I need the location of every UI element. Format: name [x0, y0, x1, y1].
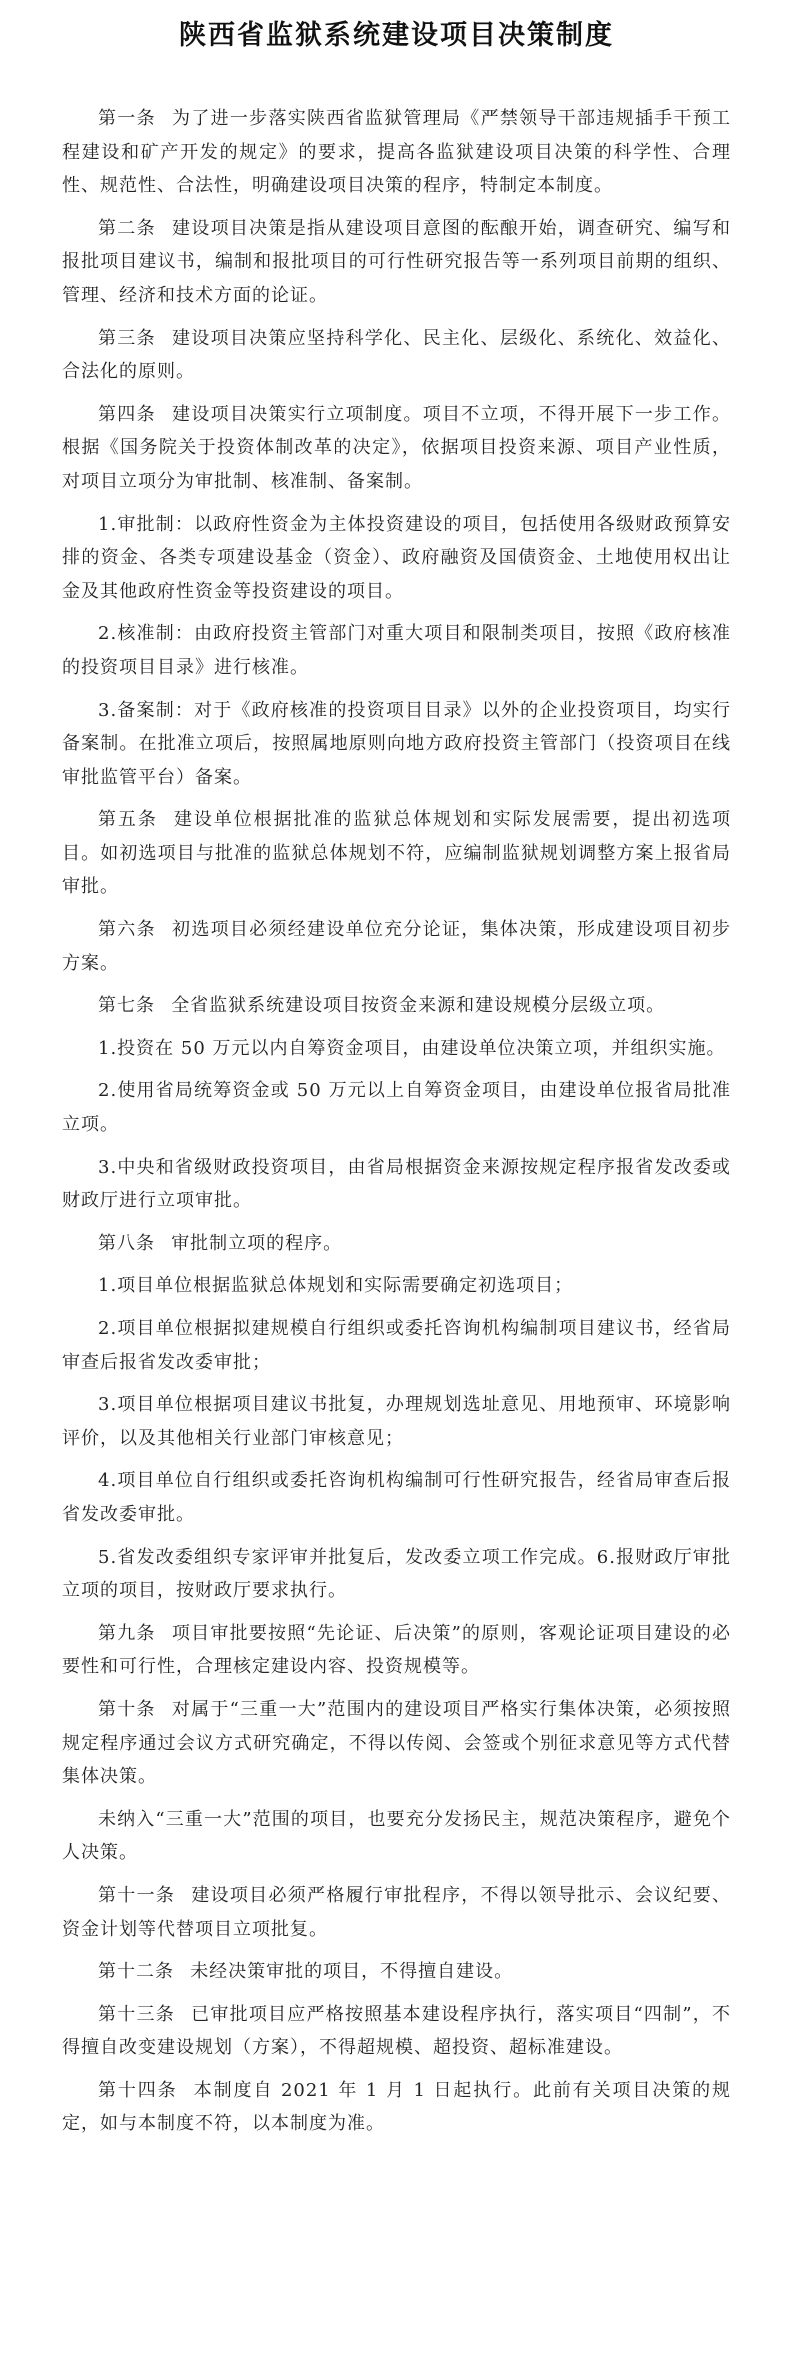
paragraph-text: 1.投资在 50 万元以内自筹资金项目，由建设单位决策立项，并组织实施。: [98, 1037, 726, 1059]
document-paragraph: [62, 1269, 731, 1303]
document-body: [62, 102, 731, 2141]
document-paragraph: [62, 1803, 731, 1870]
paragraph-text: 2.核准制：由政府投资主管部门对重大项目和限制类项目，按照《政府核准的投资项目目录》进行核准。: [62, 623, 731, 678]
document-paragraph: [62, 1032, 731, 1066]
paragraph-text: 2.使用省局统筹资金或 50 万元以上自筹资金项目，由建设单位报省局批准立项。: [62, 1080, 731, 1136]
article-label: 第十四条: [98, 2079, 178, 2101]
paragraph-text: 建设项目必须严格履行审批程序，不得以领导批示、会议纪要、资金计划等代替项目立项批复。: [62, 1884, 732, 1940]
document-paragraph: [62, 913, 731, 980]
article-label: 第九条: [98, 1622, 156, 1644]
paragraph-text: 全省监狱系统建设项目按资金来源和建设规模分层级立项。: [171, 995, 666, 1017]
document-paragraph: [62, 2074, 731, 2141]
paragraph-text: 本制度自 2021 年 1 月 1 日起执行。此前有关项目决策的规定，如与本制度不符，以本制度为准。: [62, 2079, 732, 2135]
document-paragraph: [62, 322, 731, 389]
paragraph-text: 建设项目决策是指从建设项目意图的酝酿开始，调查研究、编写和报批项目建议书，编制和报批项目的可行性研究报告等一系列项目前期的组织、管理、经济和技术方面的论证。: [62, 217, 732, 306]
paragraph-text: 2.项目单位根据拟建规模自行组织或委托咨询机构编制项目建议书，经省局审查后报省发改委审批；: [62, 1318, 731, 1373]
document-paragraph: [62, 989, 731, 1023]
document-paragraph: [62, 1617, 731, 1684]
article-label: 第四条: [98, 403, 156, 425]
paragraph-text: 未经决策审批的项目，不得擅自建设。: [190, 1961, 514, 1983]
document-paragraph: [62, 1227, 731, 1261]
paragraph-text: 建设单位根据批准的监狱总体规划和实际发展需要，提出初选项目。如初选项目与批准的监狱总体规划不符，应编制监狱规划调整方案上报省局审批。: [62, 809, 731, 898]
document-paragraph: [62, 1388, 731, 1455]
paragraph-text: 项目审批要按照“先论证、后决策”的原则，客观论证项目建设的必要性和可行性，合理核定建设内容、投资规模等。: [62, 1622, 732, 1678]
document-paragraph: [62, 212, 731, 313]
document-paragraph: [62, 1693, 731, 1794]
paragraph-text: 3.中央和省级财政投资项目，由省局根据资金来源按规定程序报省发改委或财政厅进行立项审批。: [62, 1156, 731, 1212]
article-label: 第五条: [98, 809, 158, 831]
paragraph-text: 建设项目决策应坚持科学化、民主化、层级化、系统化、效益化、合法化的原则。: [62, 327, 732, 383]
paragraph-text: 3.备案制：对于《政府核准的投资项目目录》以外的企业投资项目，均实行备案制。在批准立项后，按照属地原则向地方政府投资主管部门（投资项目在线审批监管平台）备案。: [62, 699, 731, 788]
paragraph-text: 1.项目单位根据监狱总体规划和实际需要确定初选项目；: [98, 1275, 574, 1297]
document-paragraph: [62, 102, 731, 203]
article-label: 第十条: [98, 1698, 156, 1720]
document-paragraph: [62, 398, 731, 499]
paragraph-text: 4.项目单位自行组织或委托咨询机构编制可行性研究报告，经省局审查后报省发改委审批。: [62, 1470, 731, 1525]
article-label: 第十一条: [98, 1884, 176, 1906]
document-paragraph: [62, 1151, 731, 1218]
paragraph-text: 3.项目单位根据项目建议书批复，办理规划选址意见、用地预审、环境影响评价，以及其他相关行业部门审核意见；: [62, 1394, 731, 1449]
document-paragraph: [62, 1074, 731, 1141]
paragraph-text: 已审批项目应严格按照基本建设程序执行，落实项目“四制”，不得擅自改变建设规划（方案），不得超规模、超投资、超标准建设。: [62, 2003, 732, 2059]
paragraph-text: 初选项目必须经建设单位充分论证，集体决策，形成建设项目初步方案。: [62, 919, 732, 974]
document-paragraph: [62, 1955, 731, 1989]
document-title: 陕西省监狱系统建设项目决策制度: [179, 20, 614, 51]
document-paragraph: [62, 803, 731, 904]
document-paragraph: [62, 1312, 731, 1379]
document-paragraph: [62, 1998, 731, 2065]
paragraph-text: 未纳入“三重一大”范围的项目，也要充分发扬民主，规范决策程序，避免个人决策。: [62, 1808, 731, 1864]
paragraph-text: 审批制立项的程序。: [171, 1232, 343, 1254]
paragraph-text: 5.省发改委组织专家评审并批复后，发改委立项工作完成。6.报财政厅审批立项的项目，按财政厅要求执行。: [62, 1546, 731, 1602]
document-paragraph: [62, 617, 731, 684]
paragraph-text: 1.审批制：以政府性资金为主体投资建设的项目，包括使用各级财政预算安排的资金、各类专项建设基金（资金）、政府融资及国债资金、土地使用权出让金及其他政府性资金等投资建设的项目。: [62, 513, 731, 602]
article-label: 第六条: [98, 919, 156, 941]
paragraph-text: 为了进一步落实陕西省监狱管理局《严禁领导干部违规插手干预工程建设和矿产开发的规定》的要求，提高各监狱建设项目决策的科学性、合理性、规范性、合法性，明确建设项目决策的程序，特制定本制度。: [62, 108, 732, 197]
article-label: 第三条: [98, 327, 156, 349]
document-paragraph: [62, 1464, 731, 1531]
article-label: 第一条: [98, 108, 156, 129]
article-label: 第十二条: [98, 1961, 174, 1983]
document-paragraph: [62, 694, 731, 795]
paragraph-text: 对属于“三重一大”范围内的建设项目严格实行集体决策，必须按照规定程序通过会议方式研究确定，不得以传阅、会签或个别征求意见等方式代替集体决策。: [62, 1698, 732, 1788]
document-paragraph: [62, 1541, 731, 1608]
article-label: 第二条: [98, 217, 156, 239]
document-paragraph: [62, 508, 731, 609]
article-label: 第八条: [98, 1232, 155, 1254]
paragraph-text: 建设项目决策实行立项制度。项目不立项，不得开展下一步工作。根据《国务院关于投资体制改革的决定》，依据项目投资来源、项目产业性质，对项目立项分为审批制、核准制、备案制。: [62, 403, 732, 492]
document-paragraph: [62, 1879, 731, 1946]
article-label: 第七条: [98, 995, 155, 1017]
article-label: 第十三条: [98, 2003, 175, 2025]
